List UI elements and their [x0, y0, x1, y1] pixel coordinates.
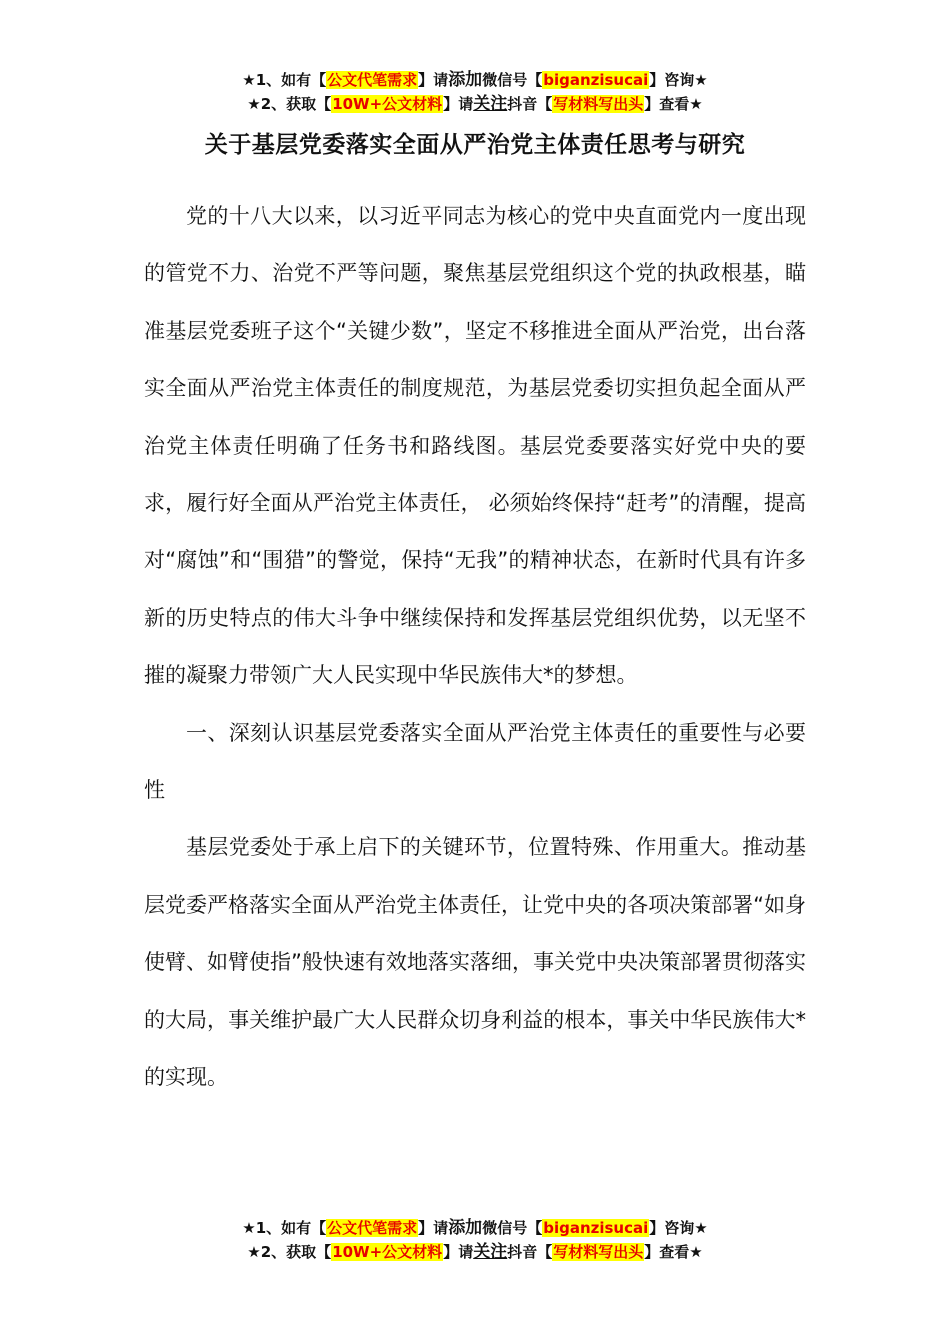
- promo-line-1: [0, 68, 950, 92]
- promo-line-2-text: 】请: [443, 1243, 474, 1261]
- promo-highlight-wechat-id: biganzisucai: [543, 71, 649, 89]
- promo-line-1-emphasis: 添加: [448, 1218, 483, 1238]
- promo-line-2: [0, 1240, 950, 1264]
- promo-highlight-douyin-id: 写材料写出头: [553, 95, 644, 113]
- promo-line-2-prefix: ★2、获取【: [247, 1243, 332, 1261]
- promo-line-2-prefix: ★2、获取【: [247, 95, 332, 113]
- promo-line-1-text: 】请: [418, 1219, 449, 1237]
- promo-line-1: [0, 1216, 950, 1240]
- promo-highlight-materials: 10W+公文材料: [332, 1243, 443, 1261]
- promo-line-2-suffix: 】查看★: [644, 1243, 703, 1261]
- promo-line-1-prefix: ★1、如有【: [242, 71, 327, 89]
- document-title: 关于基层党委落实全面从严治党主体责任思考与研究: [204, 132, 746, 158]
- promo-highlight-service: 公文代笔需求: [327, 71, 418, 89]
- body-paragraph-intro: 党的十八大以来，以习近平同志为核心的党中央直面党内一度出现的管党不力、治党不严等问题，聚焦基层党组织这个党的执政根基，瞄准基层党委班子这个“关键少数”，坚定不移推进全面从严治党，出台落实全面从严治党主体责任的制度规范，为基层党委切实担负起全面从严治党主体责任明确了任务书和路线图。基层党委要落实好党中央的要求，履行好全面从严治党主体责任， 必须始终保持“赶考”的清醒，提高对“腐蚀”和“围猎”的警觉，保持“无我”的精神状态，在新时代具有许多新的历史特点的伟大斗争中继续保持和发挥基层党组织优势，以无坚不摧的凝聚力带领广大人民实现中华民族伟大*的梦想。: [144, 204, 806, 688]
- promo-highlight-wechat-id: biganzisucai: [543, 1219, 649, 1237]
- promo-line-2-text-2: 抖音【: [507, 95, 553, 113]
- promo-line-2-emphasis: 关注: [473, 1242, 508, 1262]
- promo-line-1-prefix: ★1、如有【: [242, 1219, 327, 1237]
- promo-line-1-text-2: 微信号【: [482, 1219, 543, 1237]
- promo-line-2: [0, 92, 950, 116]
- promo-line-2-text-2: 抖音【: [507, 1243, 553, 1261]
- promo-line-1-suffix: 】咨询★: [649, 71, 708, 89]
- top-promo-banner: [0, 68, 950, 116]
- promo-line-2-suffix: 】查看★: [644, 95, 703, 113]
- body-paragraph-section-1: 基层党委处于承上启下的关键环节，位置特殊、作用重大。推动基层党委严格落实全面从严治党主体责任，让党中央的各项决策部署“如身使臂、如臂使指”般快速有效地落实落细，事关党中央决策部署贯彻落实的大局，事关维护最广大人民群众切身利益的根本，事关中华民族伟大*的实现。: [144, 835, 806, 1090]
- promo-line-1-suffix: 】咨询★: [649, 1219, 708, 1237]
- promo-line-1-emphasis: 添加: [448, 70, 483, 90]
- promo-highlight-materials: 10W+公文材料: [332, 95, 443, 113]
- bottom-promo-banner: [0, 1216, 950, 1264]
- promo-line-1-text-2: 微信号【: [482, 71, 543, 89]
- promo-line-2-emphasis: 关注: [473, 94, 508, 114]
- document-body: [144, 188, 806, 1107]
- promo-line-1-text: 】请: [418, 71, 449, 89]
- promo-line-2-text: 】请: [443, 95, 474, 113]
- section-heading-1: 一、深刻认识基层党委落实全面从严治党主体责任的重要性与必要性: [144, 720, 806, 803]
- promo-highlight-service: 公文代笔需求: [327, 1219, 418, 1237]
- promo-highlight-douyin-id: 写材料写出头: [553, 1243, 644, 1261]
